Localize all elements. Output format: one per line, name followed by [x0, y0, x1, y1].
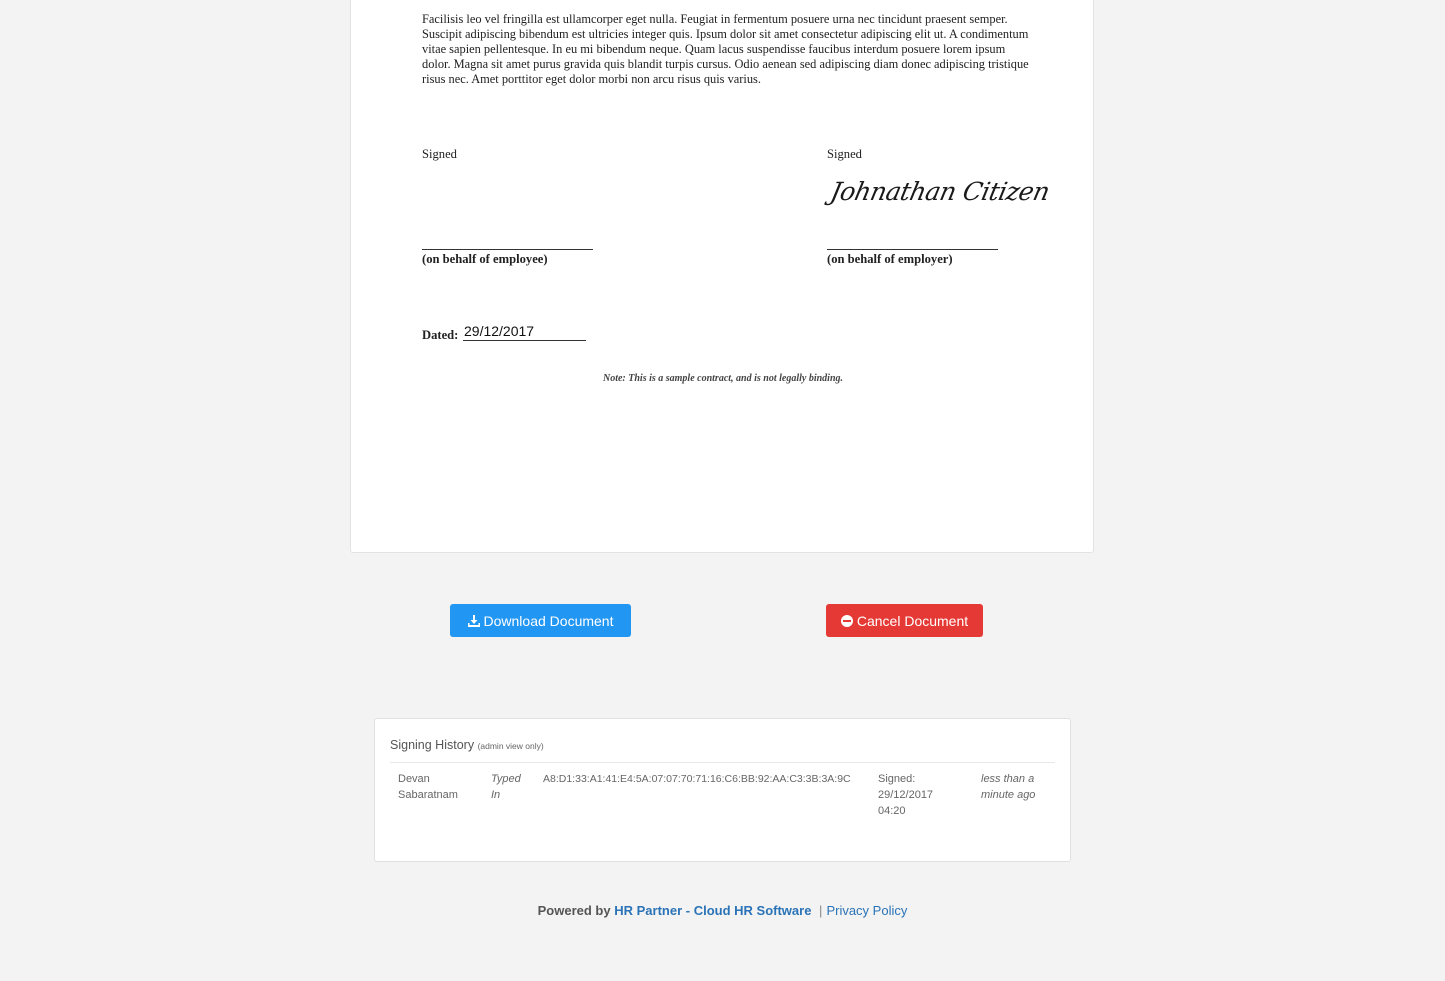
signed-label-employee: Signed	[422, 147, 457, 161]
signing-method-line1: Typed	[491, 773, 521, 785]
signing-history-panel	[374, 718, 1071, 862]
relative-time-line1: less than a	[981, 773, 1035, 785]
signing-relative-time	[981, 771, 1035, 803]
document-preview	[350, 0, 1094, 553]
signing-status-label: Signed:	[878, 773, 916, 785]
signing-history-title	[390, 738, 544, 752]
contract-paragraph: Facilisis leo vel fringilla est ullamcorper eget nulla. Feugiat in fermentum posuere urna nec tincidunt praesent semper. Suscipit adipiscing bibendum est ultricies integer quis. Ipsum dolor sit amet consectetur adipiscing elit ut. A condimentum vitae sapien pellentesque. In eu mi bibendum neque. Quam lacus suspendisse faucibus interdum posuere lorem ipsum dolor. Magna sit amet purus gravida quis blandit turpis cursus. Odio aenean sed adipiscing diam donec adipiscing tristique risus nec. Amet porttitor eget dolor morbi non arcu risus quis varius.	[422, 12, 1029, 87]
signing-history-subtitle: (admin view only)	[477, 741, 544, 751]
signing-status-date: 29/12/2017	[878, 789, 934, 801]
footer-separator: |	[819, 903, 823, 918]
signer-name	[398, 771, 458, 803]
cancel-document-button[interactable]	[826, 604, 983, 637]
relative-time-line2: minute ago	[981, 789, 1036, 801]
signing-status-time: 04:20	[878, 805, 906, 817]
signing-method-line2: In	[491, 789, 501, 801]
signature-fingerprint: A8:D1:33:A1:41:E4:5A:07:07:70:71:16:C6:BB:92:AA:C3:3B:3A:9C	[543, 773, 851, 785]
signing-method	[491, 771, 521, 803]
signer-name-line2: Sabaratnam	[398, 789, 458, 801]
powered-by-text: Powered by	[537, 903, 611, 918]
signed-label-employer: Signed	[827, 147, 862, 161]
download-icon	[468, 615, 480, 627]
employee-caption: (on behalf of employee)	[422, 252, 548, 266]
dated-label: Dated:	[422, 328, 459, 342]
footer	[0, 903, 1445, 918]
hr-partner-link[interactable]: HR Partner - Cloud HR Software	[614, 903, 812, 918]
download-document-label: Download Document	[483, 612, 614, 629]
signing-history-heading: Signing History	[390, 738, 475, 752]
download-document-button[interactable]	[450, 604, 631, 637]
signer-name-line1: Devan	[398, 773, 430, 785]
employee-signature-line	[422, 249, 593, 250]
minus-circle-icon	[841, 615, 853, 627]
employer-caption: (on behalf of employer)	[827, 252, 953, 266]
cancel-document-label: Cancel Document	[856, 612, 969, 629]
signing-status	[878, 771, 933, 819]
dated-value: 29/12/2017	[463, 323, 586, 341]
divider	[390, 762, 1055, 763]
employer-signature: Johnathan Citizen	[827, 177, 1053, 206]
employer-signature-line	[827, 249, 998, 250]
privacy-policy-link[interactable]: Privacy Policy	[826, 903, 908, 918]
legal-note: Note: This is a sample contract, and is not legally binding.	[602, 373, 843, 384]
